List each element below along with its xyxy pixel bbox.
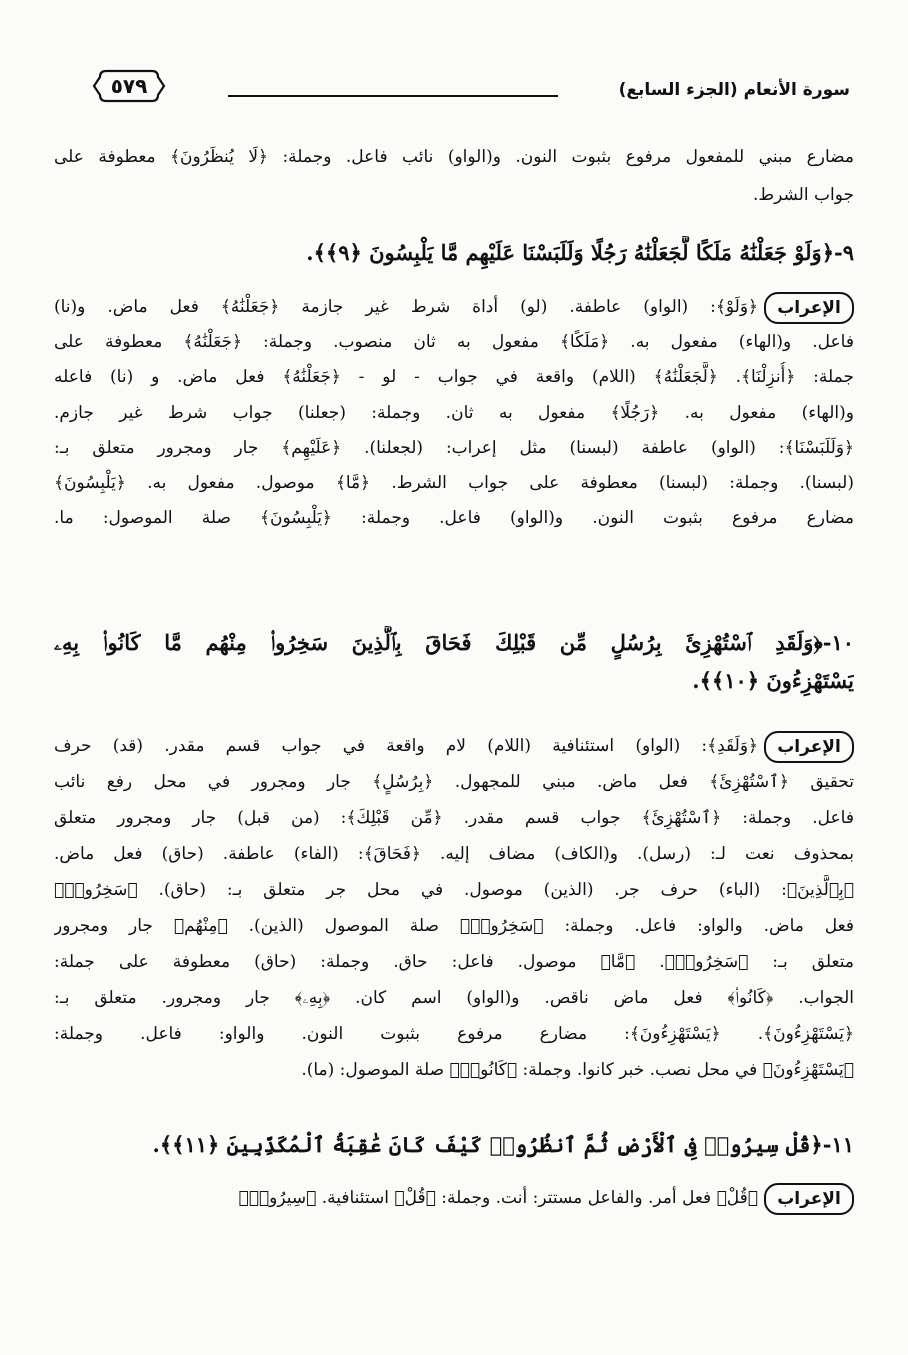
text-line: مضارع مبني للمفعول مرفوع بثبوت النون. و(الواو) نائب فاعل. وجملة: ﴿لَا يُنظَرُونَ﴾ معطوفة على [54,147,854,167]
text-line: جواب الشرط. [753,185,854,205]
header-rule [228,95,558,97]
irab-line: ﴿وَلَوْ﴾: (الواو) عاطفة. (لو) أداة شرط غير جازمة ﴿جَعَلْنَٰهُ﴾ فعل ماض. و(نا) [54,297,758,317]
irab-line: متعلق بـ: ﴿سَخِرُوا۟﴾. ﴿مَّا﴾ موصول. فاعل: حاق. وجملة: (حاق) معطوفة على جملة: [54,952,854,972]
verse-11: ١١-﴿قُلْ سِيرُوا۟ فِى ٱلْأَرْضِ ثُمَّ ٱنظُرُوا۟ كَيْفَ كَانَ عَٰقِبَةُ ٱلْمُكَذِّبِينَ ﴿١١﴾﴾. [152,1132,854,1157]
irab-line: ﴿بِٱلَّذِينَ﴾: (الباء) حرف جر. (الذين) موصول. في محل جر متعلق بـ: (حاق). ﴿سَخِرُوا۟﴾ [54,880,854,900]
irab-line: و(الهاء) مفعول به. ﴿رَجُلًا﴾ مفعول به ثان. وجملة: (جعلنا) جواب شرط غير جازم. [54,403,854,423]
irab-line: مضارع مرفوع بثبوت النون. و(الواو) فاعل. وجملة: ﴿يَلْبِسُونَ﴾ صلة الموصول: ما. [54,508,854,528]
irab-line: فعل ماض. والواو: فاعل. وجملة: ﴿سَخِرُوا۟﴾ صلة الموصول (الذين). ﴿مِنْهُم﴾ جار ومجرور [54,916,854,936]
page-number-badge [92,68,166,104]
irab-label: الإعراب [764,1183,854,1215]
irab-label: الإعراب [764,292,854,324]
page-number: ٥٧٩ [110,74,148,98]
verse-10: ١٠-﴿وَلَقَدِ ٱسْتُهْزِئَ بِرُسُلٍ مِّن قَبْلِكَ فَحَاقَ بِٱلَّذِينَ سَخِرُوا۟ مِنْهُم مَّا كَانُوا۟ بِهِۦ [54,630,854,655]
irab-line: ﴿قُلْ﴾ فعل أمر. والفاعل مستتر: أنت. وجملة: ﴿قُلْ﴾ استئنافية. ﴿سِيرُوا۟﴾ [238,1188,758,1208]
surah-header-title: سورة الأنعام (الجزء السابع) [618,80,850,100]
irab-line: الجواب. ﴿كَانُوا۟﴾ فعل ماض ناقص. و(الواو) اسم كان. ﴿بِهِۦ﴾ جار ومجرور. متعلق بـ: [54,988,854,1008]
irab-line: ﴿وَلَقَدِ﴾: (الواو) استئنافية (اللام) لام واقعة في جواب قسم مقدر. (قد) حرف [54,736,758,756]
irab-line: بمحذوف نعت لـ: (رسل). و(الكاف) مضاف إليه. ﴿فَحَاقَ﴾: (الفاء) عاطفة. (حاق) فعل ماض. [54,844,854,864]
irab-line: فاعل. و(الهاء) مفعول به. ﴿مَلَكًا﴾ مفعول به ثان منصوب. وجملة: ﴿جَعَلْنَٰهُ﴾ معطوفة على [54,332,854,352]
irab-line: ﴿يَسْتَهْزِءُونَ﴾. ﴿يَسْتَهْزِءُونَ﴾: مضارع مرفوع بثبوت النون. والواو: فاعل. وجملة: [54,1024,854,1044]
irab-line: (لبسنا). وجملة: (لبسنا) معطوفة على جواب الشرط. ﴿مَّا﴾ موصول. مفعول به. ﴿يَلْبِسُونَ﴾ [54,473,854,493]
irab-line: ﴿وَلَلَبَسْنَا﴾: (الواو) عاطفة (لبسنا) مثل إعراب: (لجعلنا). ﴿عَلَيْهِم﴾ جار ومجرور متعلق بـ: [54,438,854,458]
verse-10-cont: يَسْتَهْزِءُونَ ﴿١٠﴾﴾. [692,668,854,693]
irab-line: تحقيق ﴿ٱسْتُهْزِئَ﴾ فعل ماض. مبني للمجهول. ﴿بِرُسُلٍ﴾ جار ومجرور في محل رفع نائب [54,772,854,792]
irab-label: الإعراب [764,731,854,763]
irab-line: ﴿يَسْتَهْزِءُونَ﴾ في محل نصب. خبر كانوا. وجملة: ﴿كَانُوا۟﴾ صلة الموصول: (ما). [301,1060,854,1080]
verse-9: ٩-﴿وَلَوْ جَعَلْنَٰهُ مَلَكًا لَّجَعَلْنَٰهُ رَجُلًا وَلَلَبَسْنَا عَلَيْهِم مَّا يَلْبِسُونَ ﴿٩﴾﴾. [306,240,854,265]
irab-line: فاعل. وجملة: ﴿ٱسْتُهْزِئَ﴾ جواب قسم مقدر. ﴿مِّن قَبْلِكَ﴾: (من قبل) جار ومجرور متعلق [54,808,854,828]
irab-line: جملة: ﴿أُنزِلْنَا﴾. ﴿لَّجَعَلْنَٰهُ﴾ (اللام) واقعة في جواب - لو - ﴿جَعَلْنَٰهُ﴾ فعل ماض. و (نا) فاعله [54,367,854,387]
